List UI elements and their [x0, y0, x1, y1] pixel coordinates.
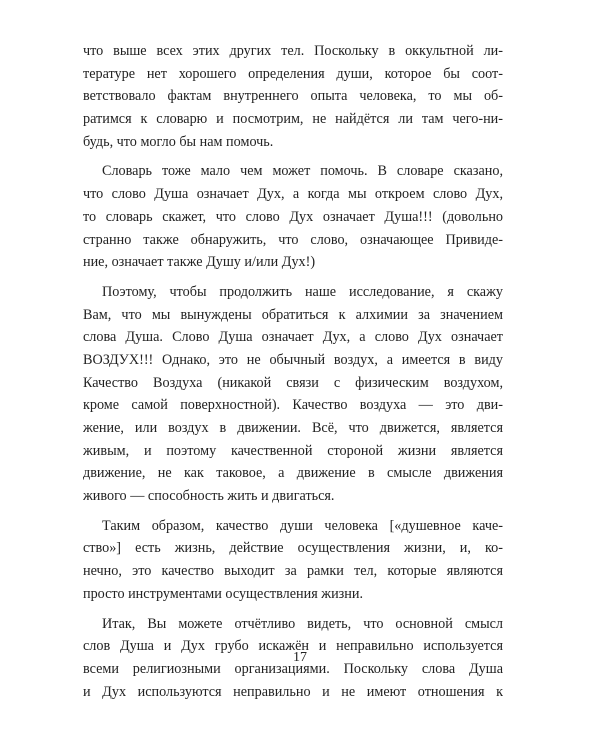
page-number: 17 — [293, 650, 307, 665]
text-line: тературе нет хорошего определения души, которое бы соот- — [83, 65, 503, 82]
text-line: кроме самой поверхностной). Качество воздуха — это дви- — [83, 397, 503, 414]
text-line: ние, означает также Душу и/или Дух!) — [83, 254, 316, 271]
text-line: ВОЗДУХ!!! Однако, это не обычный воздух, а имеется в виду — [83, 351, 503, 368]
text-line: слова Душа. Слово Душа означает Дух, а слово Дух означает — [83, 329, 503, 346]
text-line: и Дух используются неправильно и не имеют отношения к — [83, 683, 503, 700]
text-line: живым, и поэтому качественной стороной жизни является — [83, 442, 503, 459]
text-line: нечно, это качество выходит за рамки тел, которые являются — [83, 563, 503, 580]
text-line: Итак, Вы можете отчётливо видеть, что основной смысл — [102, 615, 503, 632]
text-line: ство»] есть жизнь, действие осуществления жизни, и, ко- — [83, 540, 503, 557]
text-line: что выше всех этих других тел. Поскольку в оккультной ли- — [83, 43, 503, 59]
text-line: ратимся к словарю и посмотрим, не найдётся ли там чего-ни- — [83, 111, 503, 128]
paragraph-2 — [83, 160, 503, 273]
text-line: ветствовало фактам внутреннего опыта человека, то мы об- — [83, 88, 503, 105]
paragraph-3 — [83, 281, 503, 508]
paragraph-1 — [83, 40, 503, 153]
text-line: всеми религиозными организациями. Поскольку слова Душа — [83, 660, 503, 677]
text-line: странно также обнаружить, что слово, означающее Привиде- — [83, 231, 503, 248]
text-line: то словарь скажет, что слово Дух означает Душа!!! (довольно — [83, 208, 503, 225]
text-line: жение, или воздух в движении. Всё, что движется, является — [83, 420, 503, 436]
text-line: Вам, что мы вынуждены обратиться к алхимии за значением — [83, 306, 503, 323]
text-line: будь, что могло бы нам помочь. — [83, 133, 274, 150]
text-line: слов Душа и Дух грубо искажён и неправильно используется — [83, 638, 503, 655]
body-text — [83, 40, 503, 703]
text-line: Таким образом, качество души человека [«душевное каче- — [102, 517, 503, 534]
text-line: что слово Душа означает Дух, а когда мы откроем слово Дух, — [83, 186, 503, 203]
text-line: просто инструментами осуществления жизни. — [83, 585, 364, 602]
text-line: Качество Воздуха (никакой связи с физическим воздухом, — [83, 374, 503, 391]
text-line: Поэтому, чтобы продолжить наше исследование, я скажу — [102, 283, 503, 300]
paragraph-4 — [83, 515, 503, 606]
text-line: живого — способность жить и двигаться. — [83, 488, 335, 505]
text-line: движение, не как таковое, а движение в смысле движения — [83, 465, 503, 482]
text-line: Словарь тоже мало чем может помочь. В словаре сказано, — [102, 163, 503, 180]
